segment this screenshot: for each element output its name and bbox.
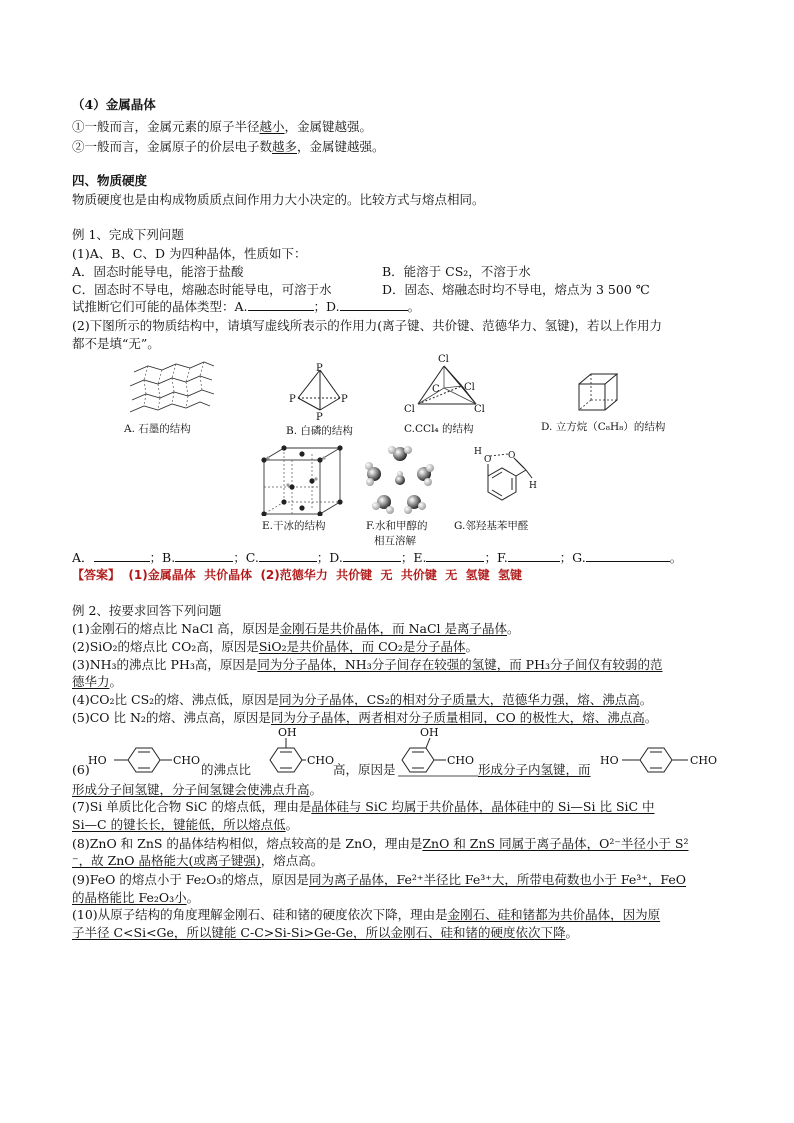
blanks-line: A． ；B. ；C. ；D. ；E. ；F. ；G. 。 — [72, 550, 683, 565]
cl-atom-left: Cl — [404, 404, 415, 415]
hardness-heading: 四、物质硬度 — [72, 173, 148, 188]
cho-label-1: CHO — [173, 754, 201, 767]
metal-heading: （4）金属晶体 — [72, 97, 156, 112]
p-atom-left: P — [289, 394, 296, 405]
ho-label-2: HO — [600, 754, 619, 767]
caption-g: G.邻羟基苯甲醛 — [454, 520, 529, 532]
o-atom-aldehyde: O — [508, 451, 516, 461]
blank-fig-e[interactable] — [426, 549, 484, 562]
ex2-q7-line1: (7)Si 单质比化合物 SiC 的熔点低，理由是晶体硅与 SiC 均属于共价晶体，晶体硅中的 Si—Si 比 SiC 中 — [72, 799, 655, 814]
graphite-structure-figure — [128, 352, 218, 418]
ex2-q5: (5)CO 比 N₂的熔、沸点高，原因是同为分子晶体，两者相对分子质量相同，CO 的极性大，熔、沸点高。 — [72, 710, 658, 725]
cl-atom-right: Cl — [464, 382, 475, 393]
blank-fig-d[interactable] — [343, 549, 401, 562]
cho-label-4: CHO — [690, 754, 718, 767]
ex2-q10-line2: 子半径 C<Si<Ge，所以键能 C-C>Si-Si>Ge-Ge，所以金刚石、硅和锗的硬度依次下降。 — [72, 925, 579, 940]
blank-d[interactable] — [340, 298, 408, 311]
option-b: B．能溶于 CS₂，不溶于水 — [382, 264, 531, 279]
ex2-q3-line2: 德华力。 — [72, 674, 123, 689]
blank-fig-c[interactable] — [259, 549, 317, 562]
ex2-q6-num: (6) — [72, 762, 90, 777]
water-methanol-figure — [364, 444, 436, 516]
cubane-structure-figure — [576, 372, 622, 412]
caption-f2: 相互溶解 — [374, 535, 416, 547]
ex2-q6-text3: 形成分子内氢键，而 — [478, 762, 591, 777]
caption-c: C.CCl₄ 的结构 — [404, 423, 474, 435]
metal-point-1: ①一般而言，金属元素的原子半径越小，金属键越强。 — [72, 119, 373, 134]
blank-fig-b[interactable] — [175, 549, 233, 562]
cl-atom-bottom: Cl — [474, 404, 485, 415]
h-atom-aldehyde: H — [529, 481, 537, 491]
caption-a: A. 石墨的结构 — [124, 423, 191, 435]
infer-line: 试推断它们可能的晶体类型：A. ；D. 。 — [72, 299, 421, 314]
ex2-q10-line1: (10)从原子结构的角度理解金刚石、硅和锗的硬度依次下降，理由是金刚石、硅和锗都为共价晶体，因为原 — [72, 907, 661, 922]
o-hydroxybenzaldehyde-formula-1 — [256, 724, 336, 778]
ex2-q8-line1: (8)ZnO 和 ZnS 的晶体结构相似，熔点较高的是 ZnO，理由是ZnO 和 ZnS 同属于离子晶体，O²⁻半径小于 S² — [72, 836, 689, 851]
blank-a[interactable] — [248, 298, 314, 311]
ex2-q8-line2: ⁻，故 ZnO 晶格能大(或离子键强)，熔点高。 — [72, 853, 324, 868]
white-phosphorus-figure — [288, 362, 352, 422]
example-2-title: 例 2、按要求回答下列问题 — [72, 603, 222, 618]
blank-fig-f[interactable] — [508, 549, 560, 562]
ho-label-1: HO — [88, 754, 107, 767]
o-atom-hydroxyl: O — [484, 455, 492, 465]
blank-fig-a[interactable] — [94, 549, 150, 562]
metal-point-2: ②一般而言，金属原子的价层电子数越多，金属键越强。 — [72, 139, 385, 154]
ccl4-structure-figure — [402, 352, 488, 418]
c-atom: C — [432, 384, 440, 395]
p-atom-top: P — [316, 363, 323, 374]
p-hydroxybenzaldehyde-formula-1 — [88, 742, 202, 778]
cho-label-3: CHO — [447, 754, 475, 767]
caption-d: D. 立方烷（C₈H₈）的结构 — [541, 421, 666, 433]
ex2-q6-line2: 形成分子间氢键，分子间氢键会使沸点升高。 — [72, 782, 323, 797]
cho-label-2: CHO — [307, 754, 335, 767]
dry-ice-structure-figure — [258, 444, 346, 516]
o-hydroxybenzaldehyde-formula-2 — [398, 724, 478, 778]
caption-b: B. 白磷的结构 — [286, 425, 353, 437]
answer-line: 【答案】 (1)金属晶体 共价晶体 (2)范德华力 共价键 无 共价键 无 氢键 氢键 — [72, 568, 523, 582]
p-atom-right: P — [341, 394, 348, 405]
ex2-q4: (4)CO₂比 CS₂的熔、沸点低，原因是同为分子晶体，CS₂的相对分子质量大，范德华力强，熔、沸点高。 — [72, 692, 653, 707]
example-1-title: 例 1、完成下列问题 — [72, 227, 184, 242]
h-atom-left: H — [474, 447, 482, 457]
caption-e: E.干冰的结构 — [262, 520, 326, 532]
ex2-q9-line2: 的晶格能比 Fe₂O₃小。 — [72, 890, 200, 905]
p-atom-bottom: P — [316, 412, 323, 422]
ex2-q6-text2: 高，原因是 — [333, 762, 396, 777]
ex2-q2: (2)SiO₂的熔点比 CO₂高，原因是SiO₂是共价晶体，而 CO₂是分子晶体。 — [72, 639, 478, 654]
option-c: C．固态时不导电，熔融态时能导电，可溶于水 — [72, 282, 332, 297]
cl-atom-top: Cl — [438, 354, 449, 365]
example-1-q2-line1: (2)下图所示的物质结构中，请填写虚线所表示的作用力(离子键、共价键、范德华力、氢键)，若以上作用力 — [72, 318, 662, 333]
option-a: A．固态时能导电，能溶于盐酸 — [72, 264, 244, 279]
example-1-q1: (1)A、B、C、D 为四种晶体，性质如下： — [72, 246, 307, 261]
ex2-q3-line1: (3)NH₃的沸点比 PH₃高，原因是同为分子晶体，NH₃分子间存在较强的氢键，而 PH₃分子间仅有较弱的范 — [72, 657, 663, 672]
ex2-q9-line1: (9)FeO 的熔点小于 Fe₂O₃的熔点，原因是同为离子晶体，Fe²⁺半径比 Fe³⁺大，所带电荷数也小于 Fe³⁺，FeO — [72, 872, 687, 887]
oh-label-2: OH — [420, 726, 439, 739]
option-d: D．固态、熔融态时均不导电，熔点为 3 500 ℃ — [382, 282, 650, 297]
caption-f1: F.水和甲醇的 — [366, 520, 428, 532]
blank-fig-g[interactable] — [586, 549, 670, 562]
ex2-q1: (1)金刚石的熔点比 NaCl 高，原因是金刚石是共价晶体，而 NaCl 是离子晶体。 — [72, 621, 520, 636]
p-hydroxybenzaldehyde-formula-2 — [600, 742, 724, 778]
ex2-q7-line2: Si—C 的键长长，键能低，所以熔点低。 — [72, 817, 299, 832]
hardness-text: 物质硬度也是由构成物质质点间作用力大小决定的。比较方式与熔点相同。 — [72, 192, 485, 207]
o-hydroxybenzaldehyde-figure — [468, 444, 538, 516]
ex2-q6-text1: 的沸点比 — [201, 762, 252, 777]
example-1-q2-line2: 都不是填“无”。 — [72, 336, 160, 351]
oh-label-1: OH — [278, 726, 297, 739]
